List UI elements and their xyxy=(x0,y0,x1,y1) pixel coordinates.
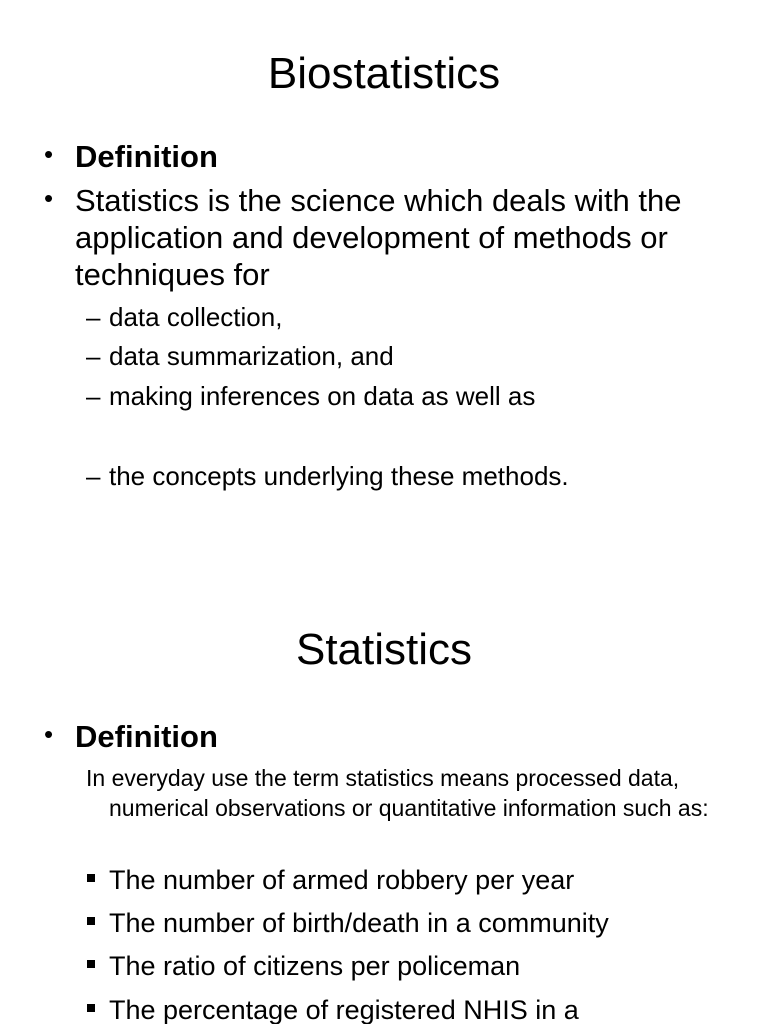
dash-marker: – xyxy=(86,461,101,491)
dash-marker: – xyxy=(86,381,101,411)
sub-bullet-text: data collection, xyxy=(109,302,283,332)
bullet-dot: • xyxy=(44,139,54,169)
square-bullet-marker xyxy=(87,874,95,882)
bullet-dot: • xyxy=(44,719,54,749)
square-bullet-text: The ratio of citizens per policeman xyxy=(109,951,521,981)
slide-title: Biostatistics xyxy=(267,49,501,98)
slide-statistics xyxy=(0,576,768,1024)
bullet-text-definition: Definition xyxy=(75,719,218,754)
bullet-text-statistics-definition: Statistics is the science which deals with the application and development of methods or techniques for xyxy=(75,183,682,292)
sub-bullet-text: data summarization, and xyxy=(109,341,394,371)
square-bullet-text: The number of birth/death in a community xyxy=(109,908,609,938)
sub-bullet-text: making inferences on data as well as xyxy=(109,381,536,411)
square-bullet-text: The number of armed robbery per year xyxy=(109,865,575,895)
square-bullet-text: The percentage of registered NHIS in a xyxy=(109,995,579,1024)
bullet-dot: • xyxy=(44,183,54,213)
dash-marker: – xyxy=(86,302,101,332)
square-bullet-marker xyxy=(87,917,95,925)
slide-title: Statistics xyxy=(295,625,473,674)
sub-bullet-text: the concepts underlying these methods. xyxy=(109,461,569,491)
square-bullet-marker xyxy=(87,960,95,968)
square-bullet-marker xyxy=(87,1004,95,1012)
definition-paragraph: In everyday use the term statistics means processed data, numerical observations or quantitative information such as: xyxy=(86,765,709,821)
dash-marker: – xyxy=(86,341,101,371)
bullet-text-definition: Definition xyxy=(75,139,218,174)
